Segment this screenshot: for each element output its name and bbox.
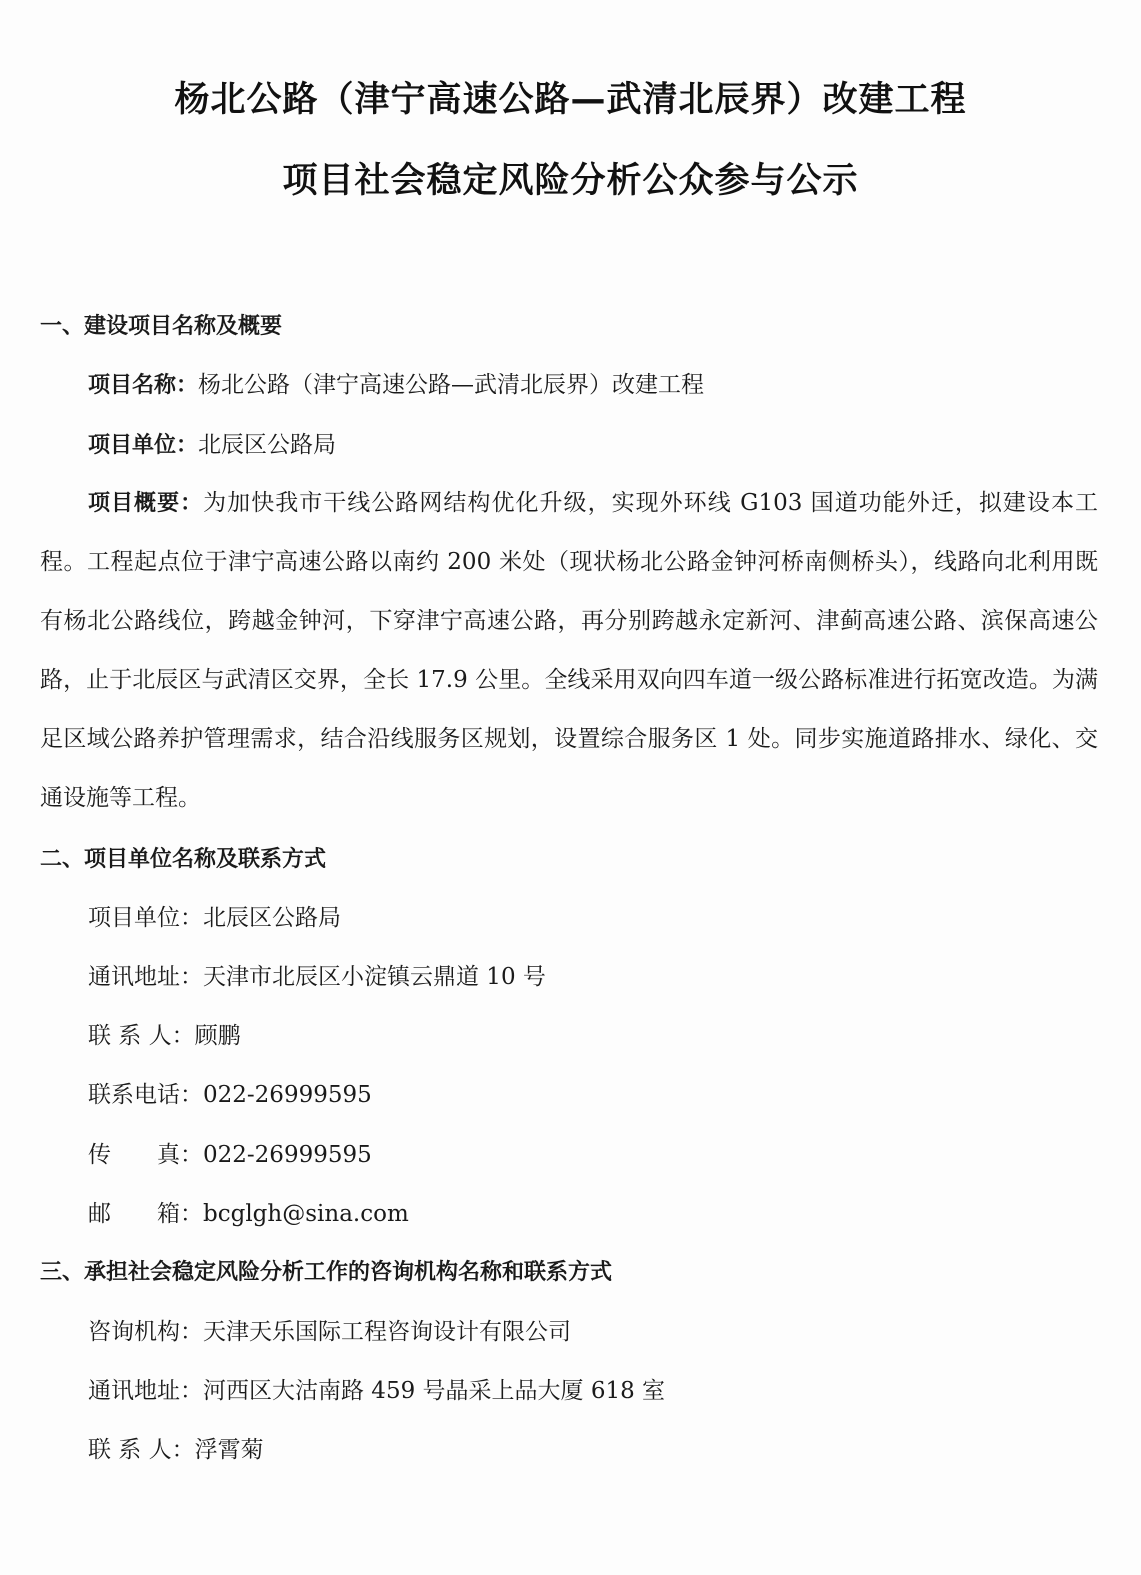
project-name-row — [88, 370, 704, 401]
section-3-heading: 三、承担社会稳定风险分析工作的咨询机构名称和联系方式 — [40, 1260, 613, 1285]
project-summary-value: 为加快我市干线公路网结构优化升级，实现外环线 G103 国道功能外迁，拟建设本工程。工程起点位于津宁高速公路以南约 200 米处（现状杨北公路金钟河桥南侧桥头），线路向北利用既有杨北公路线位，跨越金钟河，下穿津宁高速公路，再分别跨越永定新河、津蓟高速公路、滨保高速公路，止于北辰区与武清区交界，全长 17.9 公里。全线采用双向四车道一级公路标准进行拓宽改造。为满足区域公路养护管理需求，结合沿线服务区规划，设置综合服务区 1 处。同步实施道路排水、绿化、交通设施等工程。 — [40, 490, 1098, 811]
section-2-phone: 联系电话：022-26999595 — [88, 1082, 372, 1108]
section-3-agency: 咨询机构：天津天乐国际工程咨询设计有限公司 — [88, 1319, 571, 1345]
project-unit-label: 项目单位： — [88, 433, 199, 458]
document-title-line-1: 杨北公路（津宁高速公路—武清北辰界）改建工程 — [174, 80, 967, 120]
project-unit-value: 北辰区公路局 — [198, 432, 337, 458]
project-unit-row — [88, 430, 336, 461]
document-title-line-2: 项目社会稳定风险分析公众参与公示 — [282, 161, 859, 201]
section-2-address: 通讯地址：天津市北辰区小淀镇云鼎道 10 号 — [88, 964, 546, 990]
section-2-fax: 传 真：022-26999595 — [88, 1142, 372, 1168]
section-3-address: 通讯地址：河西区大沽南路 459 号晶采上品大厦 618 室 — [88, 1378, 666, 1404]
project-name-value: 杨北公路（津宁高速公路—武清北辰界）改建工程 — [198, 372, 705, 398]
project-name-label: 项目名称： — [88, 373, 199, 398]
section-3-contact: 联 系 人：浮霄菊 — [88, 1437, 264, 1463]
section-2-heading: 二、项目单位名称及联系方式 — [40, 847, 327, 872]
project-summary-paragraph — [40, 474, 1098, 828]
section-1-heading: 一、建设项目名称及概要 — [40, 314, 283, 339]
section-2-contact: 联 系 人：顾鹏 — [88, 1023, 241, 1049]
section-2-email: 邮 箱：bcglgh@sina.com — [88, 1201, 409, 1227]
project-summary-label: 项目概要： — [88, 491, 204, 516]
section-2-unit: 项目单位：北辰区公路局 — [88, 905, 341, 931]
